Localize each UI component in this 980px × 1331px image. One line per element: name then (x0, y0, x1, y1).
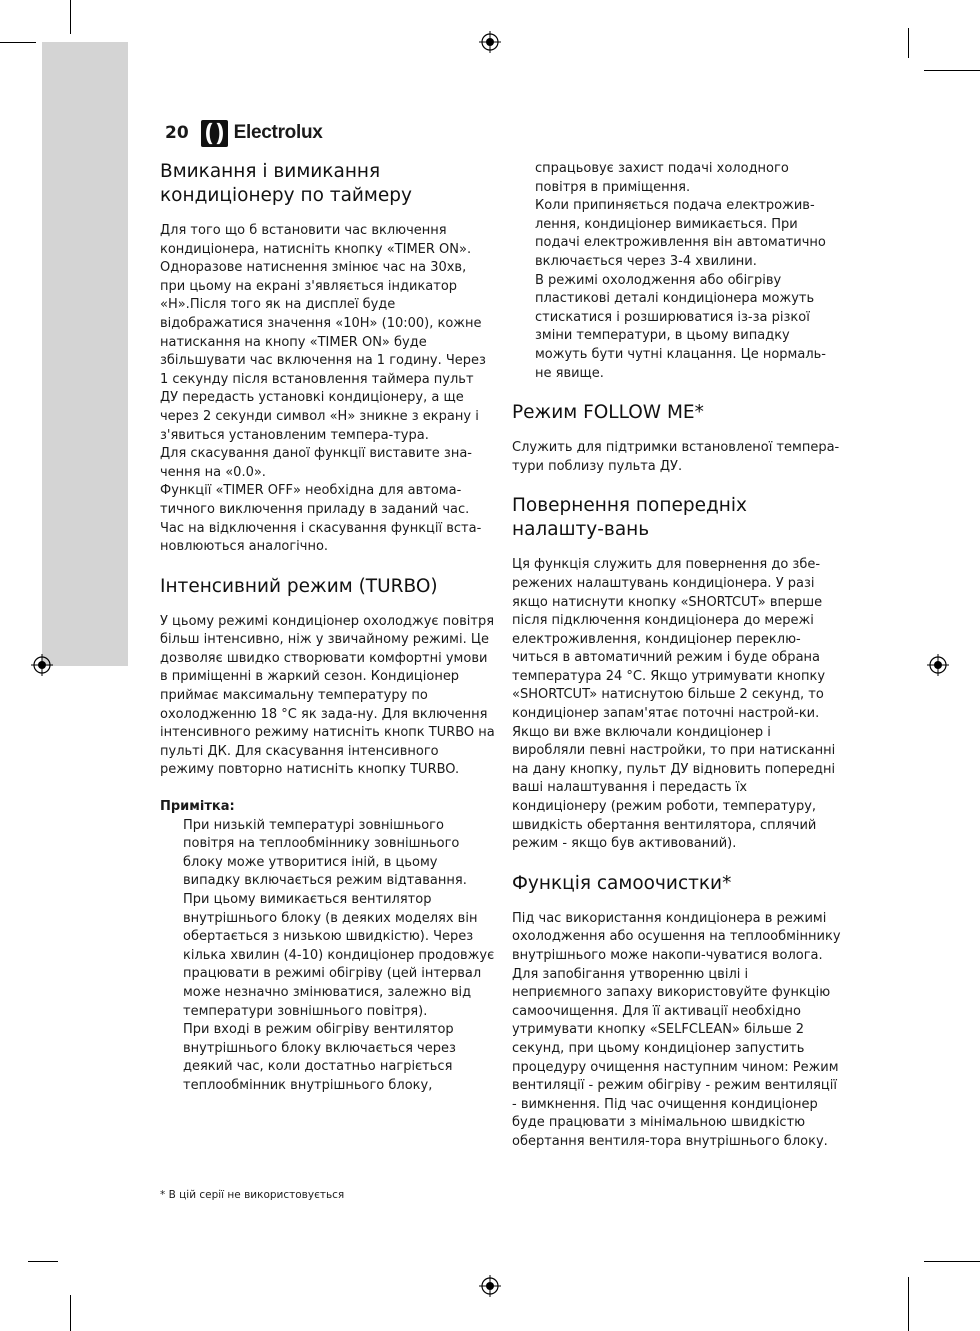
section-heading-follow-me: Режим FOLLOW ME* (512, 402, 704, 424)
timer-paragraph: Для того що б встановити час включення кондиціонера, натисніть кнопку «TIMER ON». Одноразове натиснення змінює час на 30хв, при цьому на екрані з'являється індикатор «H».Після того як на дисплеї буде відображатися значення «10H» (10:00), кожне натискання на кнопу «TIMER ON» буде збільшувати час включення на 1 годину. Через 1 секунду після встановлення таймера пульт ДУ передасть установкі кондиціонеру, а ще через 2 секунди символ «H» зникне з екрану і з'явиться установленим темпера-тура. (160, 223, 486, 443)
timer-paragraph: Функції «TIMER OFF» необхідна для автома-тичного виключення приладу в заданий час. Час на відключення і скасування функції вста-новлюються аналогічно. (160, 483, 482, 555)
brand-name: Electrolux (233, 122, 323, 143)
crop-mark-top-right-v (908, 28, 909, 58)
registration-mark-icon (927, 654, 949, 676)
note-paragraph: При низькій температурі зовнішнього повітря на теплообміннику зовнішнього блоку може утворитися іній, в цьому випадку включається режим відтавання. При цьому вимикається вентилятор внутрішнього блоку (в деяких моделях він обертається з низькою швидкістю). Через кілька хвилин (4-10) кондиціонер продовжує працювати в режимі обігріву (цей інтервал може незначно змінюватися, залежно від температури зовнішнього повітря). (183, 817, 495, 1019)
footnote: * В цій серії не використовується (160, 1189, 345, 1201)
note-paragraph: При вході в режим обігріву вентилятор внутрішнього блоку включається через деякий час, коли достатньо нагріється теплообмінник внутрішнього блоку, (183, 1022, 456, 1093)
note-continued-paragraph: В режимі охолодження або обігріву пластикові деталі кондиціонера можуть стискатися і розширюватися із-за різкої зміни температури, в цьому випадку можуть бути чутні клацання. Це нормаль-не явище. (535, 272, 826, 381)
follow-me-paragraph: Служить для підтримки встановленої темпера-тури поблизу пульта ДУ. (512, 440, 840, 474)
left-column (160, 160, 495, 1096)
crop-mark-bottom-left-h (28, 1261, 58, 1262)
section-heading-turbo: Інтенсивний режим (TURBO) (160, 575, 438, 597)
crop-mark-bottom-right-h (924, 1261, 980, 1262)
selfclean-paragraph: Під час використання кондиціонера в режимі охолодження або осушення на теплообміннику внутрішнього може накопи-чуватися волога. Для запобігання утворенню цвілі і неприємного запаху використовуйте функцію самоочищення. Для її активації необхідно утримувати кнопку «SELFCLEAN» більше 2 секунд, при цьому кондиціонер запустить процедуру очищення наступним чином: Режим вентиляції - режим обігріву - режим вентиляції - вимкнення. Під час очищення кондиціонер буде працювати з мінімальною швидкістю обертання вентиля-тора внутрішнього блоку. (512, 910, 841, 1149)
registration-mark-icon (31, 654, 53, 676)
crop-mark-bottom-right-v (908, 1277, 909, 1331)
turbo-paragraph: У цьому режимі кондиціонер охолоджує повітря більш інтенсивно, ніж у звичайному режимі. Це дозволяє швидко створювати комфортні умови в приміщенні в жаркий сезон. Кондиціонер приймає максимальну температуру по охолодженню 18 °С як зада-ну. Для включення інтенсивного режиму натисніть кнопк TURBO на пульті ДК. Для скасування інтенсивного режиму повторно натисніть кнопку TURBO. (160, 613, 495, 778)
registration-mark-icon (479, 31, 501, 53)
note-continued-paragraph: спрацьовує захист подачі холодного повітря в приміщення. (535, 161, 789, 195)
crop-mark-top-left-v (70, 0, 71, 34)
electrolux-logo-icon (201, 120, 228, 147)
registration-mark-icon (479, 1275, 501, 1297)
note-continued-paragraph: Коли припиняється подача електрожив-лення, кондиціонер вимикається. При подачі електроживлення він автоматично включається через 3-4 хвилини. (535, 198, 826, 269)
timer-paragraph: Для скасування даної функції виставите зна-чення на «0.0». (160, 446, 472, 480)
note-title: Примітка: (160, 799, 235, 815)
page-edge-band (42, 42, 128, 666)
shortcut-paragraph: Ця функція служить для повернення до збе-режених налаштувань кондиціонера. У разі якщо натиснути кнопку «SHORTCUT» вперше після підключення кондиціонера до мережі електроживлення, кондиціонер переклю-читься в автоматичний режим і буде обрана температура 24 °С. Якщо утримувати кнопку «SHORTCUT» натиснутою більше 2 секунд, то кондиціонер запам'ятає поточні настрой-ки. Якщо ви вже включали кондиціонер і виробляли певні настройки, то при натисканні на дану кнопку, пульт ДУ відновить попередні ваші налаштування і передасть їх кондиціонеру (режим роботи, температуру, швидкість обертання вентилятора, сплячий режим - якщо був активований). (512, 557, 836, 852)
page-header (165, 117, 323, 149)
crop-mark-top-left-h (0, 42, 36, 43)
crop-mark-bottom-left-v (70, 1295, 71, 1331)
crop-mark-top-right-h (924, 70, 980, 71)
section-heading-timer: Вмикання і вимикання кондиціонеру по таймеру (160, 161, 412, 206)
section-heading-selfclean: Функція самоочистки* (512, 872, 732, 894)
right-column (512, 160, 842, 1152)
section-heading-shortcut: Повернення попередніх налашту-вань (512, 495, 747, 541)
page-number: 20 (165, 123, 189, 143)
